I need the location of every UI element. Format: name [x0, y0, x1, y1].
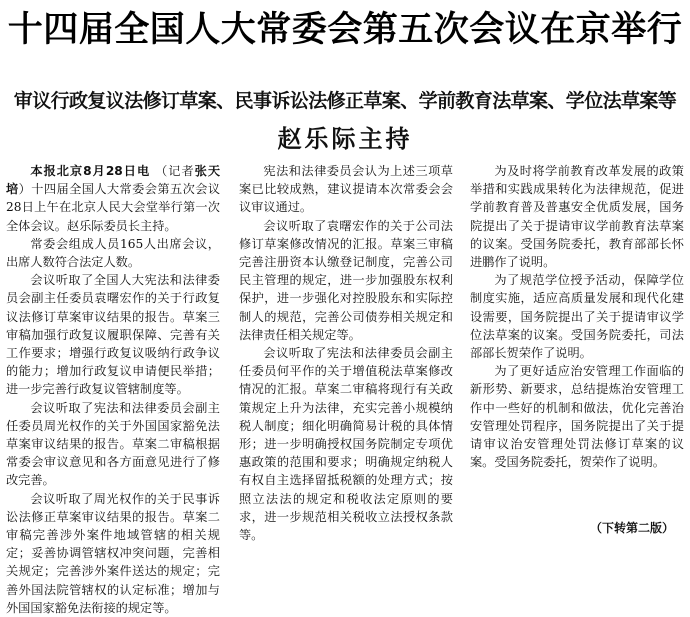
article-column-2	[239, 162, 453, 543]
headline: 十四届全国人大常委会第五次会议在京举行	[7, 10, 683, 50]
subheadline: 审议行政复议法修订草案、民事诉讼法修正草案、学前教育法草案、学位法草案等	[13, 90, 677, 112]
paragraph: 会议听取了全国人大宪法和法律委员会副主任委员袁曙宏作的关于行政复议法修订草案审议结果的报告。草案三审稿加强行政复议履职保障、完善有关工作要求；增强行政复议吸纳行政争议的能力；增加行政复议申请便民举措；进一步完善行政复议管辖制度等。	[6, 273, 220, 397]
subheadline-presider: 赵乐际主持	[277, 125, 413, 153]
paragraph: 会议听取了袁曙宏作的关于公司法修订草案修改情况的汇报。草案三审稿完善注册资本认缴登记制度，完善公司民主管理的规定，进一步加强股东权利保护，进一步强化对控股股东和实际控制人的规范，完善公司债券相关规定和法律责任相关规定等。	[239, 218, 453, 342]
paragraph-part-1: 会议听取了周光权作的关于民事诉讼法修正草案审议结果的报告。草案二审稿完善涉外案件地域管辖的相关规定；妥善协调管辖权冲突问题，完善相关规定；完善涉外案件送达的规定；完善外国法院管辖权的认定标准；增加与外国国家豁免法衔接的规定等。	[6, 491, 220, 615]
paragraph: 会议听取了宪法和法律委员会副主任委员何平作的关于增值税法草案修改情况的汇报。草案二审稿将现行有关政策规定上升为法律，充实完善小规模纳税人制度；细化明确简易计税的具体情形；进一步明确授权国务院制定专项优惠政策的范围和要求；明确规定纳税人有权自主选择留抵税额的处理方式；按照立法法的规定和税收法定原则的要求，进一步规范相关税收立法授权条款等。	[239, 346, 453, 543]
article-column-3	[470, 162, 684, 540]
paragraph: 为了规范学位授予活动，保障学位制度实施，适应高质量发展和现代化建设需要，国务院提出了关于提请审议学位法草案的议案。受国务院委托，司法部部长贺荣作了说明。	[470, 273, 684, 361]
paragraph: 为及时将学前教育改革发展的政策举措和实践成果转化为法律规范，促进学前教育普及普惠安全优质发展，国务院提出了关于提请审议学前教育法草案的议案。受国务院委托，教育部部长怀进鹏作了说明。	[470, 164, 684, 270]
continued-notice[interactable]: （下转第二版）	[589, 521, 674, 535]
paragraph: 为了更好适应治安管理工作面临的新形势、新要求，总结提炼治安管理工作中一些好的机制和做法，优化完善治安管理处罚程序，国务院提出了关于提请审议治安管理处罚法修订草案的议案。受国务院委托，贺荣作了说明。	[470, 364, 684, 470]
paragraph	[6, 490, 220, 617]
lead-text: 十四届全国人大常委会第五次会议28日上午在北京人民大会堂举行第一次全体会议。赵乐际委员长主持。	[6, 182, 221, 233]
paragraph: 会议听取了宪法和法律委员会副主任委员周光权作的关于外国国家豁免法草案审议结果的报告。草案二审稿根据常委会审议意见和各方面意见进行了修改完善。	[6, 400, 220, 488]
byline-post: ）	[18, 182, 32, 197]
article-column-1	[6, 162, 221, 615]
byline-name: 张天培	[6, 164, 221, 197]
article-lead	[6, 162, 220, 235]
dateline: 本报北京8月28日电	[30, 164, 151, 178]
byline-pre: （记者	[155, 164, 195, 178]
paragraph: 宪法和法律委员会认为上述三项草案已比较成熟，建议提请本次常委会会议审议通过。	[239, 164, 453, 215]
paragraph: 常委会组成人员165人出席会议，出席人数符合法定人数。	[6, 236, 220, 270]
